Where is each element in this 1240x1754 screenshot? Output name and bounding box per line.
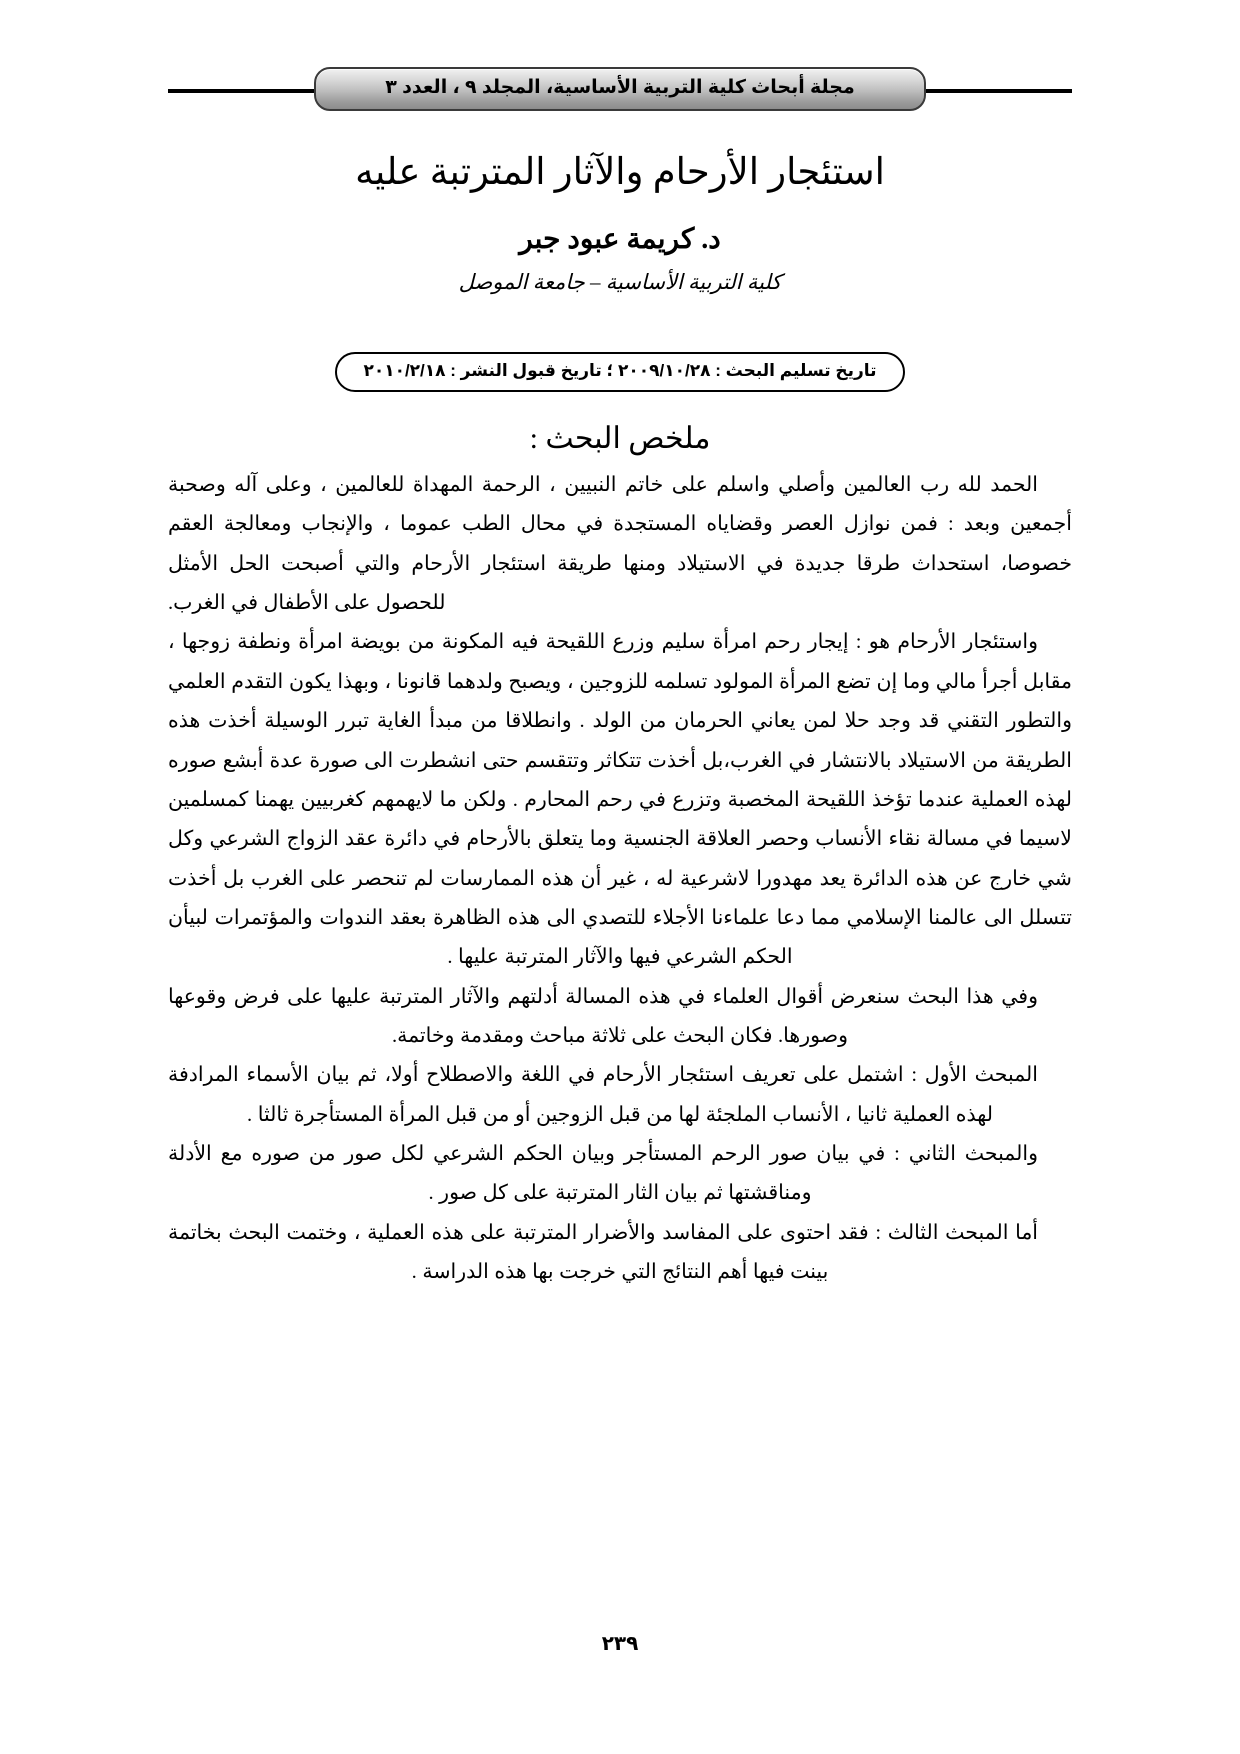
author-name: د. كريمة عبود جبر xyxy=(519,224,721,255)
abstract-paragraph: الحمد لله رب العالمين وأصلي واسلم على خاتم النبيين ، الرحمة المهداة للعالمين ، وعلى آله وصحبة أجمعين وبعد : فمن نوازل العصر وقضاياه المستجدة في محال الطب عموما ، والإنجاب ومعالجة العقم خصوصا، استحداث طرقا جديدة في الاستيلاد ومنها طريقة استئجار الأرحام والتي أصبحت الحل الأمثل للحصول على الأطفال في الغرب. xyxy=(168,474,1072,615)
page-title: استئجار الأرحام والآثار المترتبة عليه xyxy=(355,151,885,193)
dates-row xyxy=(0,352,1240,392)
abstract-heading: ملخص البحث : xyxy=(529,422,711,455)
journal-title-plate: مجلة أبحاث كلية التربية الأساسية، المجلد ٩ ، العدد ٣ xyxy=(314,67,926,111)
abstract-paragraph: المبحث الأول : اشتمل على تعريف استئجار الأرحام في اللغة والاصطلاح أولا، ثم بيان الأسماء المرادفة لهذه العملية ثانيا ، الأنساب الملجئة لها من قبل الزوجين أو من قبل المرأة المستأجرة ثالثا . xyxy=(168,1064,1038,1126)
author-affiliation: كلية التربية الأساسية – جامعة الموصل xyxy=(458,270,782,294)
abstract-section xyxy=(168,418,1072,1293)
page-number: ٢٣٩ xyxy=(601,1633,639,1655)
journal-header-band xyxy=(0,58,1240,120)
header-rule-right xyxy=(912,89,1072,93)
header-rule-left xyxy=(168,89,328,93)
abstract-paragraph: واستئجار الأرحام هو : إيجار رحم امرأة سليم وزرع اللقيحة فيه المكونة من بويضة امرأة ونطفة زوجها ، مقابل أجرأ مالي وما إن تضع المرأة المولود تسلمه للزوجين ، ويصبح ولدهما قانونا ، وبهذا يكون التقدم العلمي والتطور التقني قد وجد حلا لمن يعاني الحرمان من الولد . وانطلاقا من مبدأ الغاية تبرر الوسيلة أخذت هذه الطريقة من الاستيلاد بالانتشار في الغرب،بل أخذت تتكاثر وتتقسم حتى انشطرت الى صورة عدة أبشع صوره لهذه العملية عندما تؤخذ اللقيحة المخصبة وتزرع في رحم المحارم . ولكن ما لايهمهم كغربيين يهمنا كمسلمين لاسيما في مسالة نقاء الأنساب وحصر العلاقة الجنسية وما يتعلق بالأرحام في دائرة عقد الزواج الشرعي وكل شي خارج عن هذه الدائرة يعد مهدورا لاشرعية له ، غير أن هذه الممارسات لم تنحصر على الغرب بل أخذت تتسلل الى عالمنا الإسلامي مما دعا علماءنا الأجلاء للتصدي الى هذه الظاهرة بعقد الندوات والمؤتمرات لبيأن الحكم الشرعي فيها والآثار المترتبة عليها . xyxy=(168,631,1072,969)
abstract-paragraph: وفي هذا البحث سنعرض أقوال العلماء في هذه المسالة أدلتهم والآثار المترتبة عليها على فرض وقوعها وصورها. فكان البحث على ثلاثة مباحث ومقدمة وخاتمة. xyxy=(168,985,1038,1048)
submission-dates: تاريخ تسليم البحث : ٢٠٠٩/١٠/٢٨ ؛ تاريخ قبول النشر : ٢٠١٠/٢/١٨ xyxy=(335,352,904,392)
abstract-paragraph: أما المبحث الثالث : فقد احتوى على المفاسد والأضرار المترتبة على هذه العملية ، وختمت البحث بخاتمة بينت فيها أهم النتائج التي خرجت بها هذه الدراسة . xyxy=(168,1221,1038,1284)
abstract-paragraph: والمبحث الثاني : في بيان صور الرحم المستأجر وبيان الحكم الشرعي لكل صور من صوره مع الأدلة ومناقشتها ثم بيان الثار المترتبة على كل صور . xyxy=(168,1143,1038,1205)
